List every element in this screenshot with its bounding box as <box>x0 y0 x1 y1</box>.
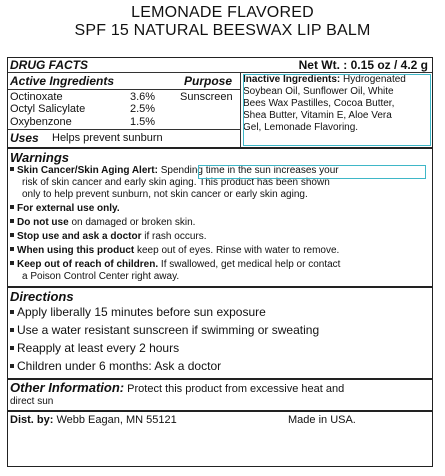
bullet-icon <box>10 219 14 223</box>
other-info-continuation: direct sun <box>10 396 54 407</box>
warning-item <box>10 217 428 229</box>
warning-item <box>10 259 428 271</box>
inactive-label: Inactive Ingredients: <box>243 74 341 85</box>
drug-facts-title: DRUG FACTS <box>10 58 88 72</box>
other-info-text: Protect this product from excessive heat and <box>124 383 345 395</box>
bullet-icon <box>10 205 14 209</box>
warning-continuation: only to help prevent sunburn, not skin cancer or early skin aging. <box>22 189 308 200</box>
bullet-icon <box>10 364 14 368</box>
warning-item <box>10 231 428 243</box>
divider <box>8 286 432 288</box>
warning-continuation: a Poison Control Center right away. <box>22 271 180 282</box>
bullet-icon <box>10 233 14 237</box>
other-info-line <box>10 381 344 396</box>
warning-text: if rash occurs. <box>141 231 207 242</box>
direction-text: Apply liberally 15 minutes before sun exposure <box>17 305 266 319</box>
ingredient-name: Oxybenzone <box>10 116 72 128</box>
warning-text: If swallowed, get medical help or contact <box>158 259 341 270</box>
direction-item <box>10 305 428 319</box>
drug-facts-panel <box>7 57 433 467</box>
bullet-icon <box>10 328 14 332</box>
warning-bold: Stop use and ask a doctor <box>17 231 142 242</box>
warning-bold: Keep out of reach of children. <box>17 259 159 270</box>
selection-highlight <box>198 165 426 179</box>
direction-text: Use a water resistant sunscreen if swimming or sweating <box>17 323 320 337</box>
made-in: Made in USA. <box>288 414 356 426</box>
divider <box>8 129 240 130</box>
ingredient-amount: 3.6% <box>130 91 156 103</box>
divider <box>8 410 432 412</box>
column-divider <box>240 73 241 147</box>
warnings-heading: Warnings <box>10 150 69 165</box>
inactive-line-4: Shea Butter, Vitamin E, Aloe Vera <box>243 110 392 121</box>
directions-heading: Directions <box>10 289 74 304</box>
warning-item <box>10 203 428 215</box>
ingredient-purpose: Sunscreen <box>180 91 233 103</box>
warning-bold: For external use only. <box>17 203 120 214</box>
divider <box>8 147 432 149</box>
warning-bold: Skin Cancer/Skin Aging Alert: <box>17 165 158 176</box>
direction-text: Children under 6 months: Ask a doctor <box>17 359 222 373</box>
warning-bold: Do not use <box>17 217 69 228</box>
distributor-line <box>10 414 177 427</box>
ingredient-name: Octyl Salicylate <box>10 103 86 115</box>
product-title-line-1: LEMONADE FLAVORED <box>131 4 314 21</box>
net-weight: Net Wt. : 0.15 oz / 4.2 g <box>298 58 428 72</box>
warning-text: keep out of eyes. Rinse with water to remove. <box>134 245 340 256</box>
warning-item <box>10 245 428 257</box>
warning-text: Spending time in the sun increases your <box>157 165 339 176</box>
uses-text: Helps prevent sunburn <box>52 132 163 144</box>
uses-heading: Uses <box>10 131 39 145</box>
inactive-line-5: Gel, Lemonade Flavoring. <box>243 122 359 133</box>
bullet-icon <box>10 310 14 314</box>
ingredient-amount: 1.5% <box>130 116 156 128</box>
bullet-icon <box>10 247 14 251</box>
direction-item <box>10 359 428 373</box>
ingredient-name: Octinoxate <box>10 91 63 103</box>
bullet-icon <box>10 167 14 171</box>
bullet-icon <box>10 261 14 265</box>
selection-highlight <box>243 74 431 146</box>
other-info-heading: Other Information: <box>10 380 125 395</box>
distributor-label: Dist. by: <box>10 414 54 426</box>
inactive-line-3: Bees Wax Pastilles, Cocoa Butter, <box>243 98 395 109</box>
bullet-icon <box>10 346 14 350</box>
product-title-line-2: SPF 15 NATURAL BEESWAX LIP BALM <box>74 22 371 39</box>
warning-continuation: risk of skin cancer and early skin aging. This product has been shown <box>22 177 330 188</box>
direction-item <box>10 323 428 337</box>
active-ingredients-heading: Active Ingredients <box>10 74 115 88</box>
divider <box>8 72 432 73</box>
warning-bold: When using this product <box>17 245 135 256</box>
ingredient-amount: 2.5% <box>130 103 156 115</box>
distributor-text: Webb Eagan, MN 55121 <box>53 414 177 426</box>
direction-item <box>10 341 428 355</box>
warning-text: on damaged or broken skin. <box>68 217 196 228</box>
purpose-heading: Purpose <box>184 74 233 88</box>
direction-text: Reapply at least every 2 hours <box>17 341 180 355</box>
divider <box>8 89 240 90</box>
inactive-line-2: Soybean Oil, Sunflower Oil, White <box>243 86 394 97</box>
inactive-text: Hydrogenated <box>343 74 406 85</box>
